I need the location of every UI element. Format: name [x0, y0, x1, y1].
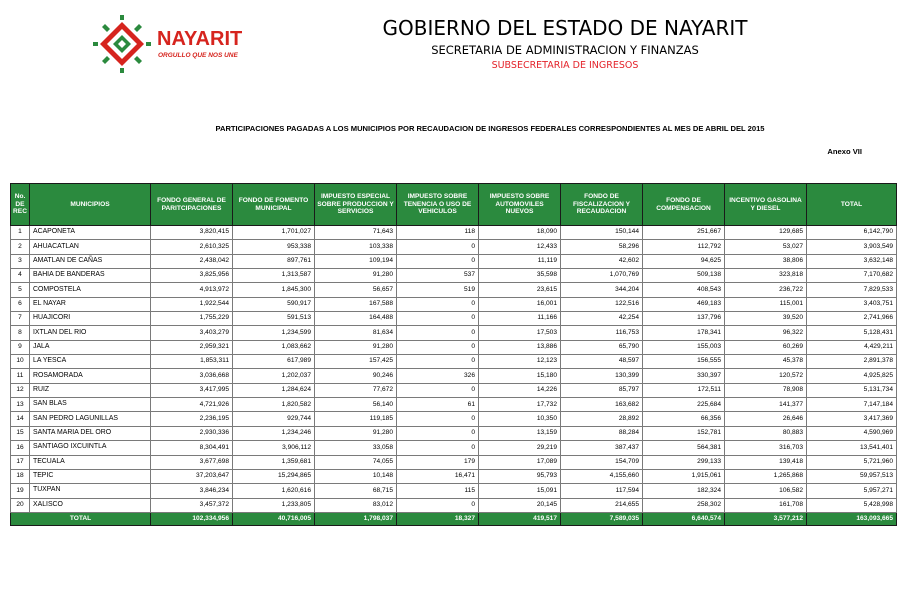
amount-cell: 1,070,769 — [561, 269, 643, 283]
amount-cell: 10,148 — [315, 469, 397, 483]
amount-cell: 1,234,246 — [233, 426, 315, 440]
table-row — [11, 441, 897, 455]
amount-cell: 4,590,969 — [807, 426, 897, 440]
amount-cell: 42,602 — [561, 254, 643, 268]
amount-cell: 1,755,229 — [151, 312, 233, 326]
amount-cell: 15,091 — [479, 484, 561, 498]
amount-cell: 1,313,587 — [233, 269, 315, 283]
table-row — [11, 369, 897, 383]
municipio-cell: RUIZ — [30, 383, 151, 397]
amount-cell: 591,513 — [233, 312, 315, 326]
total-amount-cell: 1,798,037 — [315, 512, 397, 525]
row-number-cell: 14 — [11, 412, 30, 426]
amount-cell: 1,820,582 — [233, 398, 315, 412]
amount-cell: 1,265,868 — [725, 469, 807, 483]
amount-cell: 59,957,513 — [807, 469, 897, 483]
table-row — [11, 226, 897, 240]
amount-cell: 0 — [397, 240, 479, 254]
total-amount-cell: 3,577,212 — [725, 512, 807, 525]
amount-cell: 1,083,662 — [233, 340, 315, 354]
amount-cell: 13,159 — [479, 426, 561, 440]
table-row — [11, 240, 897, 254]
amount-cell: 387,437 — [561, 441, 643, 455]
brand-name: NAYARIT — [157, 28, 243, 50]
amount-cell: 214,655 — [561, 498, 643, 512]
table-row — [11, 297, 897, 311]
amount-cell: 1,853,311 — [151, 355, 233, 369]
amount-cell: 33,058 — [315, 441, 397, 455]
amount-cell: 13,541,401 — [807, 441, 897, 455]
amount-cell: 112,792 — [643, 240, 725, 254]
amount-cell: 71,643 — [315, 226, 397, 240]
amount-cell: 326 — [397, 369, 479, 383]
amount-cell: 344,204 — [561, 283, 643, 297]
amount-cell: 953,338 — [233, 240, 315, 254]
amount-cell: 4,925,825 — [807, 369, 897, 383]
municipio-cell: TECUALA — [30, 455, 151, 469]
amount-cell: 20,145 — [479, 498, 561, 512]
amount-cell: 56,140 — [315, 398, 397, 412]
amount-cell: 17,089 — [479, 455, 561, 469]
amount-cell: 17,732 — [479, 398, 561, 412]
column-header: No. DE REC — [11, 184, 30, 226]
amount-cell: 408,543 — [643, 283, 725, 297]
municipio-cell: SANTIAGO IXCUINTLA — [30, 441, 151, 455]
amount-cell: 28,892 — [561, 412, 643, 426]
amount-cell: 7,829,533 — [807, 283, 897, 297]
amount-cell: 182,324 — [643, 484, 725, 498]
row-number-cell: 12 — [11, 383, 30, 397]
municipio-cell: COMPOSTELA — [30, 283, 151, 297]
table-row — [11, 469, 897, 483]
amount-cell: 119,185 — [315, 412, 397, 426]
amount-cell: 115,001 — [725, 297, 807, 311]
row-number-cell: 1 — [11, 226, 30, 240]
amount-cell: 7,170,682 — [807, 269, 897, 283]
amount-cell: 115 — [397, 484, 479, 498]
total-amount-cell: 102,334,956 — [151, 512, 233, 525]
column-header: IMPUESTO SOBRE AUTOMOVILES NUEVOS — [479, 184, 561, 226]
column-header: INCENTIVO GASOLINA Y DIESEL — [725, 184, 807, 226]
amount-cell: 0 — [397, 426, 479, 440]
amount-cell: 1,845,300 — [233, 283, 315, 297]
amount-cell: 81,634 — [315, 326, 397, 340]
amount-cell: 4,721,926 — [151, 398, 233, 412]
amount-cell: 2,930,336 — [151, 426, 233, 440]
amount-cell: 68,715 — [315, 484, 397, 498]
amount-cell: 1,922,544 — [151, 297, 233, 311]
amount-cell: 299,133 — [643, 455, 725, 469]
column-header: FONDO DE FISCALIZACION Y RECAUDACION — [561, 184, 643, 226]
amount-cell: 929,744 — [233, 412, 315, 426]
amount-cell: 3,903,549 — [807, 240, 897, 254]
amount-cell: 519 — [397, 283, 479, 297]
total-label: TOTAL — [11, 512, 151, 525]
table-row — [11, 312, 897, 326]
amount-cell: 13,886 — [479, 340, 561, 354]
amount-cell: 164,488 — [315, 312, 397, 326]
row-number-cell: 10 — [11, 355, 30, 369]
amount-cell: 150,144 — [561, 226, 643, 240]
amount-cell: 2,891,378 — [807, 355, 897, 369]
amount-cell: 16,471 — [397, 469, 479, 483]
row-number-cell: 20 — [11, 498, 30, 512]
amount-cell: 83,012 — [315, 498, 397, 512]
table-row — [11, 398, 897, 412]
table-row — [11, 355, 897, 369]
amount-cell: 45,378 — [725, 355, 807, 369]
amount-cell: 316,703 — [725, 441, 807, 455]
municipio-cell: LA YESCA — [30, 355, 151, 369]
amount-cell: 141,377 — [725, 398, 807, 412]
table-header-row — [11, 184, 897, 226]
municipio-cell: XALISCO — [30, 498, 151, 512]
amount-cell: 18,090 — [479, 226, 561, 240]
amount-cell: 3,417,369 — [807, 412, 897, 426]
row-number-cell: 15 — [11, 426, 30, 440]
amount-cell: 617,989 — [233, 355, 315, 369]
amount-cell: 1,701,027 — [233, 226, 315, 240]
subsecretariat-title: SUBSECRETARIA DE INGRESOS — [491, 60, 639, 71]
column-header: FONDO DE FOMENTO MUNICIPAL — [233, 184, 315, 226]
amount-cell: 122,516 — [561, 297, 643, 311]
amount-cell: 91,280 — [315, 269, 397, 283]
amount-cell: 53,027 — [725, 240, 807, 254]
municipio-cell: BAHIA DE BANDERAS — [30, 269, 151, 283]
amount-cell: 5,721,960 — [807, 455, 897, 469]
amount-cell: 38,806 — [725, 254, 807, 268]
amount-cell: 1,234,599 — [233, 326, 315, 340]
amount-cell: 106,582 — [725, 484, 807, 498]
amount-cell: 225,684 — [643, 398, 725, 412]
amount-cell: 509,138 — [643, 269, 725, 283]
amount-cell: 3,457,372 — [151, 498, 233, 512]
municipio-cell: JALA — [30, 340, 151, 354]
amount-cell: 60,269 — [725, 340, 807, 354]
amount-cell: 167,588 — [315, 297, 397, 311]
amount-cell: 152,781 — [643, 426, 725, 440]
amount-cell: 0 — [397, 340, 479, 354]
amount-cell: 117,594 — [561, 484, 643, 498]
secretariat-title: SECRETARIA DE ADMINISTRACION Y FINANZAS — [431, 43, 699, 57]
amount-cell: 58,296 — [561, 240, 643, 254]
amount-cell: 29,219 — [479, 441, 561, 455]
total-amount-cell: 7,589,035 — [561, 512, 643, 525]
amount-cell: 85,797 — [561, 383, 643, 397]
amount-cell: 330,397 — [643, 369, 725, 383]
amount-cell: 35,598 — [479, 269, 561, 283]
amount-cell: 564,381 — [643, 441, 725, 455]
amount-cell: 7,147,184 — [807, 398, 897, 412]
municipio-cell: ROSAMORADA — [30, 369, 151, 383]
column-header: FONDO GENERAL DE PARITCIPACIONES — [151, 184, 233, 226]
row-number-cell: 7 — [11, 312, 30, 326]
amount-cell: 5,428,998 — [807, 498, 897, 512]
amount-cell: 3,906,112 — [233, 441, 315, 455]
table-row — [11, 283, 897, 297]
amount-cell: 11,166 — [479, 312, 561, 326]
amount-cell: 2,236,195 — [151, 412, 233, 426]
amount-cell: 2,741,966 — [807, 312, 897, 326]
amount-cell: 3,403,751 — [807, 297, 897, 311]
row-number-cell: 11 — [11, 369, 30, 383]
column-header: TOTAL — [807, 184, 897, 226]
table-row — [11, 383, 897, 397]
amount-cell: 74,055 — [315, 455, 397, 469]
amount-cell: 120,572 — [725, 369, 807, 383]
amount-cell: 897,761 — [233, 254, 315, 268]
row-number-cell: 3 — [11, 254, 30, 268]
municipio-cell: TEPIC — [30, 469, 151, 483]
amount-cell: 156,555 — [643, 355, 725, 369]
amount-cell: 155,003 — [643, 340, 725, 354]
amount-cell: 129,685 — [725, 226, 807, 240]
amount-cell: 258,302 — [643, 498, 725, 512]
amount-cell: 6,142,790 — [807, 226, 897, 240]
amount-cell: 5,957,271 — [807, 484, 897, 498]
amount-cell: 4,913,972 — [151, 283, 233, 297]
amount-cell: 1,284,624 — [233, 383, 315, 397]
row-number-cell: 5 — [11, 283, 30, 297]
amount-cell: 1,915,061 — [643, 469, 725, 483]
municipio-cell: IXTLAN DEL RIO — [30, 326, 151, 340]
amount-cell: 178,341 — [643, 326, 725, 340]
amount-cell: 0 — [397, 412, 479, 426]
amount-cell: 323,818 — [725, 269, 807, 283]
amount-cell: 16,001 — [479, 297, 561, 311]
amount-cell: 4,155,660 — [561, 469, 643, 483]
column-header: IMPUESTO ESPECIAL SOBRE PRODUCCION Y SERVICIOS — [315, 184, 397, 226]
column-header: MUNICIPIOS — [30, 184, 151, 226]
amount-cell: 17,503 — [479, 326, 561, 340]
column-header: FONDO DE COMPENSACION — [643, 184, 725, 226]
amount-cell: 5,131,734 — [807, 383, 897, 397]
amount-cell: 0 — [397, 441, 479, 455]
amount-cell: 139,418 — [725, 455, 807, 469]
row-number-cell: 4 — [11, 269, 30, 283]
table-row — [11, 340, 897, 354]
amount-cell: 15,294,865 — [233, 469, 315, 483]
amount-cell: 8,304,491 — [151, 441, 233, 455]
total-row — [11, 512, 897, 525]
amount-cell: 48,597 — [561, 355, 643, 369]
amount-cell: 3,403,279 — [151, 326, 233, 340]
total-amount-cell: 6,640,574 — [643, 512, 725, 525]
amount-cell: 11,119 — [479, 254, 561, 268]
amount-cell: 0 — [397, 254, 479, 268]
table-row — [11, 326, 897, 340]
table-row — [11, 455, 897, 469]
amount-cell: 469,183 — [643, 297, 725, 311]
amount-cell: 12,123 — [479, 355, 561, 369]
table-row — [11, 254, 897, 268]
row-number-cell: 19 — [11, 484, 30, 498]
amount-cell: 3,677,698 — [151, 455, 233, 469]
table-row — [11, 484, 897, 498]
amount-cell: 3,036,668 — [151, 369, 233, 383]
amount-cell: 23,615 — [479, 283, 561, 297]
municipio-cell: SAN BLAS — [30, 398, 151, 412]
amount-cell: 80,883 — [725, 426, 807, 440]
amount-cell: 5,128,431 — [807, 326, 897, 340]
total-amount-cell: 40,716,005 — [233, 512, 315, 525]
amount-cell: 0 — [397, 383, 479, 397]
amount-cell: 56,657 — [315, 283, 397, 297]
amount-cell: 537 — [397, 269, 479, 283]
table-row — [11, 426, 897, 440]
amount-cell: 39,520 — [725, 312, 807, 326]
amount-cell: 3,417,995 — [151, 383, 233, 397]
amount-cell: 2,959,321 — [151, 340, 233, 354]
total-amount-cell: 163,093,665 — [807, 512, 897, 525]
amount-cell: 1,359,681 — [233, 455, 315, 469]
amount-cell: 91,280 — [315, 426, 397, 440]
nayarit-logo — [92, 14, 267, 74]
participaciones-table — [10, 183, 897, 526]
amount-cell: 65,790 — [561, 340, 643, 354]
row-number-cell: 17 — [11, 455, 30, 469]
table-row — [11, 269, 897, 283]
amount-cell: 4,429,211 — [807, 340, 897, 354]
amount-cell: 66,356 — [643, 412, 725, 426]
amount-cell: 137,796 — [643, 312, 725, 326]
amount-cell: 251,667 — [643, 226, 725, 240]
nayarit-emblem-icon — [92, 14, 152, 74]
row-number-cell: 8 — [11, 326, 30, 340]
amount-cell: 1,233,805 — [233, 498, 315, 512]
amount-cell: 88,284 — [561, 426, 643, 440]
amount-cell: 103,338 — [315, 240, 397, 254]
amount-cell: 94,625 — [643, 254, 725, 268]
annex-label: Anexo VII — [827, 147, 862, 156]
amount-cell: 14,226 — [479, 383, 561, 397]
amount-cell: 91,280 — [315, 340, 397, 354]
amount-cell: 3,632,148 — [807, 254, 897, 268]
amount-cell: 118 — [397, 226, 479, 240]
amount-cell: 77,672 — [315, 383, 397, 397]
column-header: IMPUESTO SOBRE TENENCIA O USO DE VEHICULOS — [397, 184, 479, 226]
amount-cell: 1,202,037 — [233, 369, 315, 383]
municipio-cell: ACAPONETA — [30, 226, 151, 240]
amount-cell: 26,646 — [725, 412, 807, 426]
row-number-cell: 2 — [11, 240, 30, 254]
municipio-cell: SAN PEDRO LAGUNILLAS — [30, 412, 151, 426]
brand-tagline: ORGULLO QUE NOS UNE — [158, 52, 238, 59]
amount-cell: 90,246 — [315, 369, 397, 383]
table-row — [11, 412, 897, 426]
amount-cell: 154,709 — [561, 455, 643, 469]
municipio-cell: HUAJICORI — [30, 312, 151, 326]
row-number-cell: 16 — [11, 441, 30, 455]
amount-cell: 3,846,234 — [151, 484, 233, 498]
row-number-cell: 9 — [11, 340, 30, 354]
amount-cell: 163,682 — [561, 398, 643, 412]
amount-cell: 95,793 — [479, 469, 561, 483]
amount-cell: 157,425 — [315, 355, 397, 369]
amount-cell: 12,433 — [479, 240, 561, 254]
amount-cell: 0 — [397, 355, 479, 369]
amount-cell: 10,350 — [479, 412, 561, 426]
government-title: GOBIERNO DEL ESTADO DE NAYARIT — [382, 16, 748, 40]
row-number-cell: 13 — [11, 398, 30, 412]
amount-cell: 3,820,415 — [151, 226, 233, 240]
amount-cell: 61 — [397, 398, 479, 412]
amount-cell: 172,511 — [643, 383, 725, 397]
amount-cell: 179 — [397, 455, 479, 469]
amount-cell: 2,610,325 — [151, 240, 233, 254]
municipio-cell: TUXPAN — [30, 484, 151, 498]
amount-cell: 42,254 — [561, 312, 643, 326]
amount-cell: 78,908 — [725, 383, 807, 397]
amount-cell: 0 — [397, 498, 479, 512]
amount-cell: 109,194 — [315, 254, 397, 268]
amount-cell: 590,917 — [233, 297, 315, 311]
amount-cell: 1,620,616 — [233, 484, 315, 498]
municipio-cell: AMATLAN DE CAÑAS — [30, 254, 151, 268]
amount-cell: 236,722 — [725, 283, 807, 297]
report-title: PARTICIPACIONES PAGADAS A LOS MUNICIPIOS POR RECAUDACION DE INGRESOS FEDERALES CORRESPONDIENTES AL MES DE ABRIL DEL 2015 — [215, 124, 765, 133]
amount-cell: 15,180 — [479, 369, 561, 383]
amount-cell: 37,203,647 — [151, 469, 233, 483]
amount-cell: 0 — [397, 297, 479, 311]
amount-cell: 0 — [397, 326, 479, 340]
amount-cell: 161,708 — [725, 498, 807, 512]
amount-cell: 130,399 — [561, 369, 643, 383]
table-row — [11, 498, 897, 512]
amount-cell: 2,438,042 — [151, 254, 233, 268]
row-number-cell: 18 — [11, 469, 30, 483]
total-amount-cell: 419,517 — [479, 512, 561, 525]
amount-cell: 96,322 — [725, 326, 807, 340]
amount-cell: 0 — [397, 312, 479, 326]
municipio-cell: EL NAYAR — [30, 297, 151, 311]
municipio-cell: AHUACATLAN — [30, 240, 151, 254]
amount-cell: 3,825,956 — [151, 269, 233, 283]
amount-cell: 116,753 — [561, 326, 643, 340]
total-amount-cell: 18,327 — [397, 512, 479, 525]
municipio-cell: SANTA MARIA DEL ORO — [30, 426, 151, 440]
row-number-cell: 6 — [11, 297, 30, 311]
